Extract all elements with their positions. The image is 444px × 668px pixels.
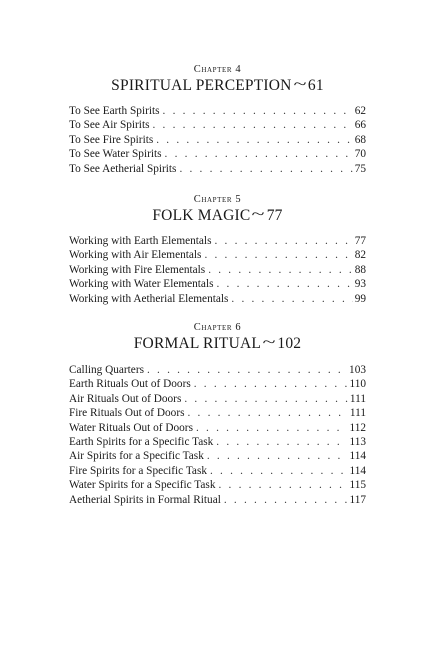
swash-ornament-icon: ~ — [251, 207, 266, 223]
chapter-4-heading — [69, 64, 366, 95]
chapter-label: Chapter 6 — [193, 322, 242, 333]
toc-entry-title: To See Fire Spirits — [69, 133, 154, 146]
swash-ornament-icon: ~ — [262, 335, 276, 351]
toc-entry-page: 88 — [354, 263, 366, 276]
toc-entry-page: 68 — [354, 133, 366, 146]
toc-entry[interactable] — [69, 363, 366, 377]
toc-entry[interactable] — [69, 493, 366, 507]
toc-entry[interactable] — [69, 104, 366, 118]
toc-entry-page: 75 — [354, 162, 366, 175]
toc-entry-title: Air Rituals Out of Doors — [69, 392, 182, 405]
toc-entry-title: Working with Fire Elementals — [69, 263, 206, 276]
toc-entry-page: 99 — [354, 292, 366, 305]
toc-entry-page: 110 — [349, 378, 366, 391]
toc-entry[interactable] — [69, 464, 366, 478]
chapter-title-text: FOLK MAGIC — [152, 207, 251, 224]
toc-entry[interactable] — [69, 263, 366, 277]
leader-dots — [218, 478, 347, 492]
leader-dots — [208, 263, 353, 277]
toc-entry[interactable] — [69, 377, 366, 391]
chapter-5-heading — [69, 194, 366, 225]
chapter-5-entries — [69, 234, 366, 306]
toc-entry-page: 117 — [349, 493, 366, 506]
toc-entry-page: 82 — [354, 249, 366, 262]
leader-dots — [214, 234, 352, 248]
chapter-6-heading — [69, 322, 366, 353]
toc-entry-title: Water Spirits for a Specific Task — [69, 479, 216, 492]
chapter-label: Chapter 5 — [193, 194, 242, 205]
toc-entry-title: Aetherial Spirits in Formal Ritual — [69, 493, 221, 506]
leader-dots — [179, 162, 352, 176]
leader-dots — [216, 435, 347, 449]
toc-entry-title: To See Earth Spirits — [69, 105, 160, 117]
toc-entry-title: Working with Air Elementals — [69, 249, 202, 262]
toc-entry[interactable] — [69, 277, 366, 291]
leader-dots — [204, 248, 352, 262]
toc-entry[interactable] — [69, 478, 366, 492]
toc-entry-title: Earth Spirits for a Specific Task — [69, 435, 214, 448]
toc-entry-title: To See Water Spirits — [69, 148, 162, 161]
leader-dots — [163, 104, 353, 118]
leader-dots — [194, 377, 348, 391]
toc-entry[interactable] — [69, 449, 366, 463]
chapter-4-entries — [69, 104, 366, 176]
toc-entry-page: 111 — [349, 392, 366, 405]
chapter-title — [69, 335, 366, 353]
toc-entry-page: 93 — [354, 278, 366, 291]
chapter-6-entries — [69, 363, 366, 507]
toc-entry-title: Working with Earth Elementals — [69, 235, 212, 247]
toc-entry-title: Working with Water Elementals — [69, 278, 214, 291]
chapter-title-text: FORMAL RITUAL — [133, 335, 262, 352]
chapter-page-number: 61 — [307, 77, 324, 94]
toc-entry-title: Water Rituals Out of Doors — [69, 421, 193, 434]
toc-entry[interactable] — [69, 421, 366, 435]
toc-entry-page: 77 — [354, 235, 366, 247]
toc-entry-title: To See Air Spirits — [69, 119, 150, 132]
toc-entry-title: Working with Aetherial Elementals — [69, 292, 229, 305]
swash-ornament-icon: ~ — [293, 77, 307, 93]
toc-entry-title: To See Aetherial Spirits — [69, 162, 177, 175]
leader-dots — [147, 363, 347, 377]
toc-entry-title: Earth Rituals Out of Doors — [69, 378, 191, 391]
toc-entry[interactable] — [69, 292, 366, 306]
toc-entry[interactable] — [69, 406, 366, 420]
chapter-title — [69, 207, 366, 225]
toc-entry-page: 70 — [354, 148, 366, 161]
leader-dots — [224, 493, 348, 507]
chapter-page-number: 77 — [266, 207, 283, 224]
chapter-title — [69, 77, 366, 95]
toc-entry-page: 112 — [349, 421, 366, 434]
toc-entry-page: 66 — [354, 119, 366, 132]
leader-dots — [187, 406, 347, 420]
chapter-title-text: SPIRITUAL PERCEPTION — [111, 77, 292, 94]
toc-entry-title: Air Spirits for a Specific Task — [69, 450, 204, 463]
leader-dots — [153, 118, 353, 132]
toc-entry[interactable] — [69, 234, 366, 248]
toc-entry-page: 115 — [349, 479, 366, 492]
leader-dots — [216, 277, 352, 291]
toc-entry-title: Calling Quarters — [69, 364, 144, 376]
toc-entry[interactable] — [69, 133, 366, 147]
chapter-label: Chapter 4 — [193, 64, 242, 75]
leader-dots — [184, 392, 348, 406]
leader-dots — [196, 421, 348, 435]
toc-entry-title: Fire Rituals Out of Doors — [69, 407, 185, 420]
toc-entry-page: 113 — [349, 435, 366, 448]
toc-entry[interactable] — [69, 435, 366, 449]
leader-dots — [165, 147, 353, 161]
toc-entry-page: 114 — [349, 464, 366, 477]
leader-dots — [156, 133, 352, 147]
toc-entry[interactable] — [69, 118, 366, 132]
toc-entry[interactable] — [69, 248, 366, 262]
toc-entry[interactable] — [69, 392, 366, 406]
toc-entry[interactable] — [69, 147, 366, 161]
leader-dots — [210, 464, 347, 478]
toc-entry-title: Fire Spirits for a Specific Task — [69, 464, 207, 477]
toc-entry-page: 103 — [349, 364, 366, 376]
toc-entry[interactable] — [69, 162, 366, 176]
toc-entry-page: 62 — [354, 105, 366, 117]
leader-dots — [231, 292, 352, 306]
chapter-page-number: 102 — [277, 335, 302, 352]
toc-entry-page: 111 — [349, 407, 366, 420]
toc-entry-page: 114 — [349, 450, 366, 463]
leader-dots — [207, 449, 348, 463]
